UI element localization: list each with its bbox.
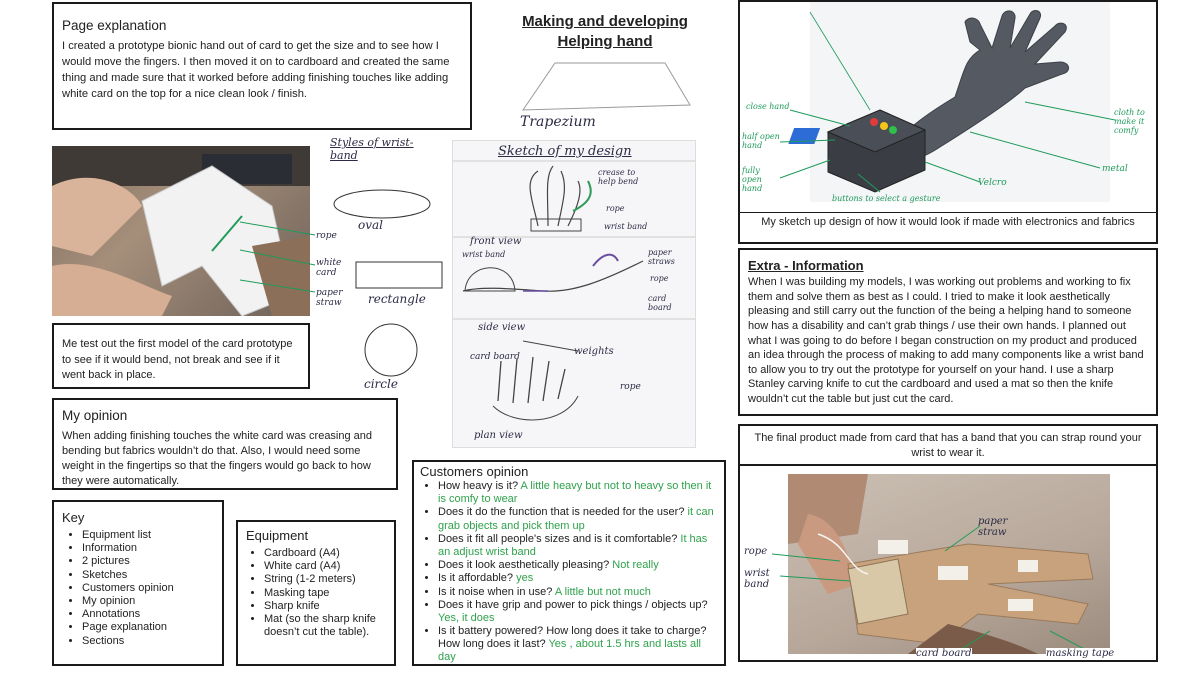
equipment-item: • Cardboard (A4) [264, 547, 388, 560]
key-item: • Annotations [82, 608, 216, 621]
photo1-annotation-paper-straw: paper straw [316, 288, 343, 308]
customers-opinion-heading: Customers opinion [420, 464, 529, 479]
my-opinion-heading: My opinion [62, 408, 128, 423]
equipment-heading: Equipment [246, 528, 309, 543]
customer-answer: It has an adjust wrist band [438, 532, 708, 558]
sketch-title: Sketch of my design [498, 144, 632, 159]
my-opinion-text: When adding finishing touches the white card was creasing and bending but fabrics wouldn’t do that. Also, I would need some weight in the fingertips so that the fingers would go back to how they were automatically. [62, 430, 373, 487]
sketch-label-rope-1: rope [606, 204, 625, 213]
page-explanation-panel [52, 2, 472, 130]
customer-qa [438, 506, 718, 532]
equipment-panel [236, 520, 396, 666]
photo1-annotation-rope: rope [316, 231, 337, 241]
circle-sketch [356, 320, 426, 380]
trapezium-label: Trapezium [520, 114, 596, 130]
sketchup-label-fully-open: fully open hand [742, 166, 763, 193]
customer-question: Does it have grip and power to pick things / objects up? [438, 598, 708, 611]
customer-qa [438, 599, 718, 625]
sketchup-panel [738, 0, 1158, 212]
sketchup-label-metal: metal [1102, 164, 1128, 174]
final-label-masking-tape: masking tape [1046, 648, 1115, 659]
sketch-label-front-view: front view [470, 236, 522, 247]
customer-answer: it can grab objects and pick them up [438, 506, 714, 532]
sketch-label-wrist-band-2: wrist band [462, 250, 506, 259]
final-label-card-board: card board [916, 648, 972, 659]
key-panel [52, 500, 224, 666]
page-title [490, 12, 720, 51]
customer-answer: yes [516, 572, 534, 585]
sketchup-render [740, 2, 1156, 212]
equipment-item: • Masking tape [264, 587, 388, 600]
wrist-styles-title: Styles of wrist-band [330, 136, 414, 162]
sketch-label-crease: crease to help bend [598, 168, 639, 186]
sketchup-label-cloth: cloth to make it comfy [1114, 108, 1145, 135]
circle-label: circle [364, 377, 398, 391]
customer-qa [438, 572, 718, 585]
sketch-label-rope-3: rope [620, 382, 641, 392]
oval-label: oval [358, 218, 383, 232]
sketchup-caption-box [738, 212, 1158, 244]
key-heading: Key [62, 510, 85, 525]
customer-question: Does it look aesthetically pleasing? [438, 559, 610, 572]
customer-question: Is it affordable? [438, 572, 514, 585]
customer-qa [438, 480, 718, 506]
rectangle-label: rectangle [368, 292, 426, 306]
sketch-label-card-board-2: card board [470, 352, 520, 362]
my-opinion-panel [52, 398, 398, 490]
final-leader-lines [740, 466, 1156, 662]
sketchup-label-half-open: half open hand [742, 132, 780, 150]
customer-question: How heavy is it? [438, 480, 519, 492]
final-label-wrist-band: wrist band [744, 568, 770, 590]
extra-information-text: When I was building my models, I was working out problems and working to fix them and solve them as best as I could. I tried to make it look aesthetically pleasing and still carry out the function of the being a helping hand to someone how has a disability and can’t grab things / use their own hands. I planned out what I was going to do before I began construction on my product and produced an idea through the process of making to add many components like a wrist band to allow you to try out the prototype for yourself on your hand. I use a sharp Stanley carving knife to cut the cardboard and used a mat so then the knife wouldn’t cut the table but just cut the card. [748, 276, 1144, 405]
key-item: • Customers opinion [82, 582, 216, 595]
page-explanation-text: I created a prototype bionic hand out of card to get the size and to see how I would move the fingers. I then moved it on to cardboard and created the same thing and made sure that it worked before adding finishing touches like adding white card on the top for a nice clean look / finish. [62, 40, 450, 100]
page-title-line-2: Helping hand [557, 32, 653, 50]
sketchup-label-velcro: Velcro [978, 178, 1007, 188]
sketch-label-side-view: side view [478, 322, 526, 333]
extra-information-heading: Extra - Information [748, 258, 864, 273]
customer-answer: Not really [612, 559, 659, 572]
photo1-caption: Me test out the first model of the card prototype to see if it would bend, not break and see if it went back in place. [62, 338, 293, 382]
key-item: • My opinion [82, 595, 216, 608]
key-item: • Equipment list [82, 529, 216, 542]
customer-question: Does it fit all people's sizes and is it comfortable? [438, 532, 678, 545]
sketchup-label-buttons: buttons to select a gesture [832, 194, 941, 203]
customer-qa [438, 586, 718, 599]
equipment-list [246, 547, 388, 639]
sketch-label-paper-straws: paper straws [648, 248, 675, 266]
final-label-rope: rope [744, 546, 768, 557]
sketchup-caption: My sketch up design of how it would look if made with electronics and fabrics [761, 216, 1135, 228]
customer-question: Is it battery powered? How long does it take to charge? How long does it last? [438, 625, 707, 651]
key-item: • Page explanation [82, 621, 216, 634]
customer-answer: Yes, it does [438, 611, 495, 624]
sketch-label-rope-2: rope [650, 274, 669, 283]
equipment-item: • Sharp knife [264, 600, 388, 613]
final-product-panel [738, 466, 1158, 662]
customer-question: Does it do the function that is needed for the user? [438, 506, 685, 519]
customer-qa [438, 559, 718, 572]
photo1-leader-lines [240, 220, 320, 300]
key-list [62, 529, 216, 648]
customer-answer: A little heavy but not to heavy so then it is comfy to wear [438, 480, 712, 506]
sketchup-label-close-hand: close hand [746, 102, 790, 111]
customer-question: Is it noise when in use? [438, 585, 553, 598]
final-caption: The final product made from card that has a band that you can strap round your wrist to wear it. [754, 432, 1142, 459]
customer-qa [438, 625, 718, 665]
sketch-label-wrist-band-1: wrist band [604, 222, 648, 231]
key-item: • Sketches [82, 569, 216, 582]
extra-information-panel [738, 248, 1158, 416]
customers-opinion-panel [412, 460, 726, 666]
rectangle-sketch [350, 258, 450, 292]
customer-qa [438, 533, 718, 559]
key-item: • Sections [82, 635, 216, 648]
customer-answer: A little but not much [554, 585, 651, 598]
final-caption-box [738, 424, 1158, 466]
final-label-paper-straw: paper straw [978, 516, 1008, 538]
page-explanation-heading: Page explanation [62, 18, 167, 33]
sketch-label-plan-view: plan view [474, 430, 523, 441]
equipment-item: • White card (A4) [264, 560, 388, 573]
oval-sketch [330, 186, 435, 222]
sketch-label-card-board-1: card board [648, 294, 672, 312]
key-item: • 2 pictures [82, 555, 216, 568]
equipment-item: • Mat (so the sharp knife doesn’t cut the table). [264, 613, 388, 639]
photo1-annotation-white-card: white card [316, 258, 342, 278]
sketch-label-weights: weights [574, 346, 614, 357]
customer-answer: Yes , about 1.5 hrs and lasts all day [438, 638, 701, 664]
page-title-line-1: Making and developing [522, 13, 688, 30]
equipment-item: • String (1-2 meters) [264, 573, 388, 586]
photo1-caption-box [52, 323, 310, 389]
key-item: • Information [82, 542, 216, 555]
customers-opinion-list [420, 480, 718, 665]
